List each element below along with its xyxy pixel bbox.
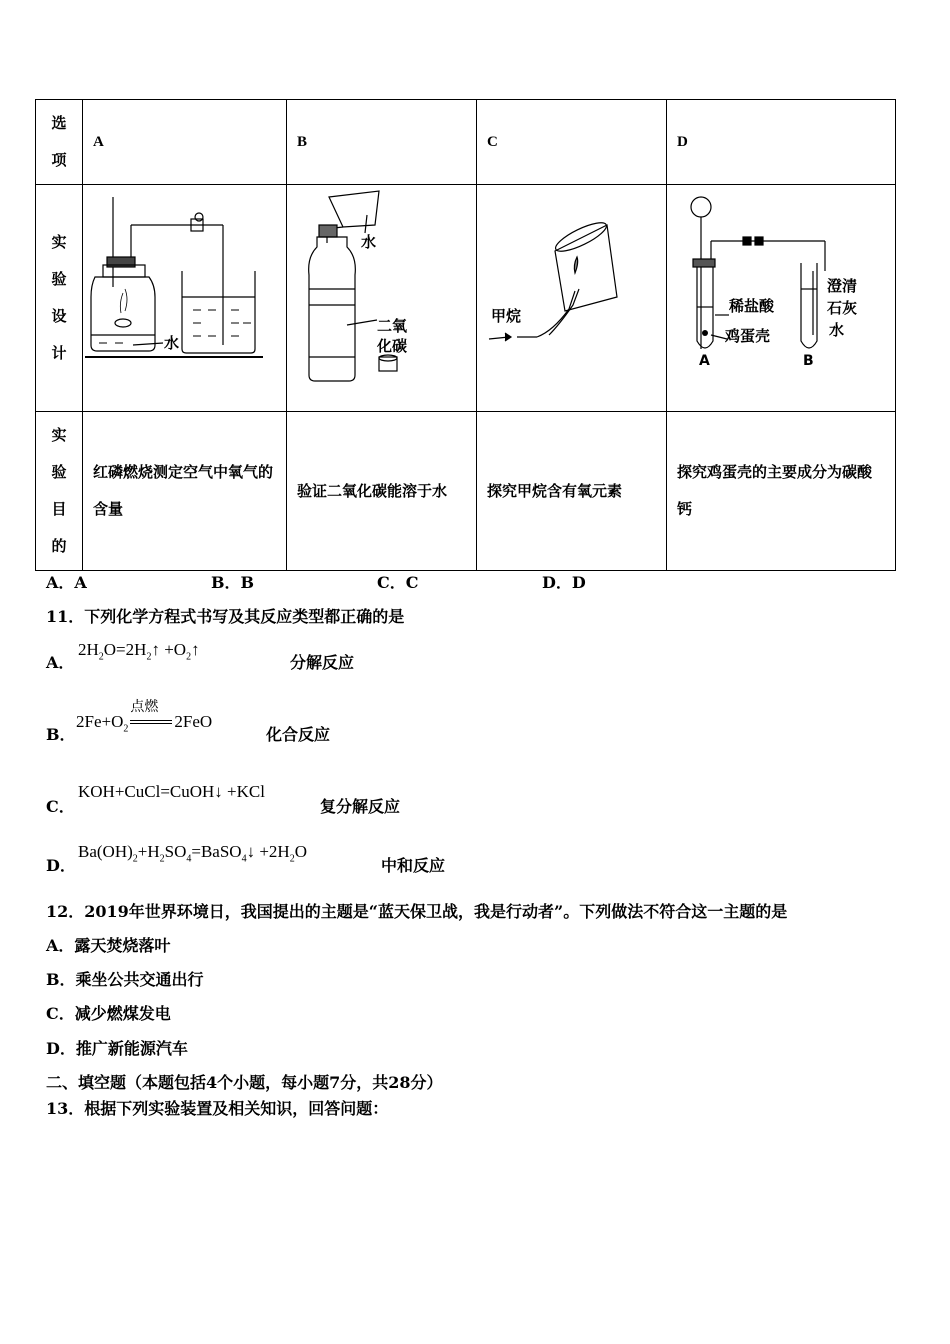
figure-b-co2-label-1: 二氧 xyxy=(377,317,408,335)
q11-option-d-type: 中和反应 xyxy=(381,856,446,875)
q11-option-b-formula: $2Fe+O_2$ 点燃 2FeO xyxy=(76,712,212,734)
q12-option-b: B．乘坐公共交通出行 xyxy=(46,970,204,989)
experiment-table xyxy=(35,99,896,571)
q11-option-c-formula: KOH+CuCl=CuOH↓ +KCl xyxy=(78,782,265,801)
row-header-char: 验 xyxy=(51,270,67,288)
q13-stem: 13．根据下列实验装置及相关知识，回答问题： xyxy=(46,1099,389,1118)
eggshell-apparatus xyxy=(667,185,894,407)
column-label-b: B xyxy=(287,100,477,185)
figure-d-tube-a-label: A xyxy=(699,353,710,369)
q11-option-a-type: 分解反应 xyxy=(290,653,355,672)
q10-option-d: D．D xyxy=(542,573,586,592)
q12-option-c: C．减少燃煤发电 xyxy=(46,1004,171,1023)
figure-d-hcl-label: 稀盐酸 xyxy=(729,297,775,315)
q11-option-b-type: 化合反应 xyxy=(266,725,331,744)
figure-d-limewater-label-1: 澄清 xyxy=(827,277,858,295)
column-label-a: A xyxy=(83,100,287,185)
section-2-heading: 二、填空题（本题包括4个小题，每小题7分，共28分） xyxy=(46,1073,443,1092)
figure-a-water-label: 水 xyxy=(164,334,180,352)
figure-b-water-label: 水 xyxy=(361,233,377,251)
figure-c-cell xyxy=(477,185,667,412)
column-label-d: D xyxy=(667,100,896,185)
q11-option-b-condition: 点燃 xyxy=(130,699,159,716)
q11-option-b-letter: B． xyxy=(46,725,76,744)
red-phosphorus-apparatus xyxy=(83,185,276,407)
column-label-c: C xyxy=(477,100,667,185)
q11-option-c-letter: C． xyxy=(46,797,75,816)
row-header-char: 设 xyxy=(51,307,67,325)
q10-option-a: A．A xyxy=(46,573,87,592)
figure-a-cell xyxy=(83,185,287,412)
figure-d-limewater-label-2: 石灰 xyxy=(827,299,858,317)
figure-d-eggshell-label: 鸡蛋壳 xyxy=(725,327,771,345)
row-header-char: 计 xyxy=(51,344,67,362)
q10-option-c: C．C xyxy=(377,573,419,592)
row-header-char: 验 xyxy=(51,463,67,481)
q10-option-b: B．B xyxy=(211,573,255,592)
q11-stem: 11．下列化学方程式书写及其反应类型都正确的是 xyxy=(46,607,405,626)
purpose-a: 红磷燃烧测定空气中氧气的含量 xyxy=(83,412,287,571)
q12-stem: 12．2019年世界环境日，我国提出的主题是“蓝天保卫战，我是行动者”。下列做法不符合这一主题的是 xyxy=(46,902,788,921)
q11-option-a-letter: A． xyxy=(46,653,75,672)
row-header-design xyxy=(36,185,83,412)
q11-option-d-letter: D． xyxy=(46,856,76,875)
q12-option-a: A．露天焚烧落叶 xyxy=(46,936,171,955)
purpose-c: 探究甲烷含有氧元素 xyxy=(477,412,667,571)
purpose-d: 探究鸡蛋壳的主要成分为碳酸钙 xyxy=(667,412,896,571)
row-header-char: 选 xyxy=(51,114,67,132)
figure-b-co2-label-2: 化碳 xyxy=(377,337,408,355)
co2-bottle-apparatus xyxy=(287,185,466,407)
row-header-char: 的 xyxy=(51,537,67,555)
row-header-char: 实 xyxy=(51,233,67,251)
purpose-b: 验证二氧化碳能溶于水 xyxy=(287,412,477,571)
figure-b-cell xyxy=(287,185,477,412)
row-header-char: 项 xyxy=(51,151,67,169)
methane-beaker-apparatus xyxy=(477,185,656,407)
figure-c-methane-label: 甲烷 xyxy=(491,307,522,325)
q11-option-a-formula: $2H_2O=2H_2↑$ $+O_2↑$ xyxy=(78,640,200,663)
q11-option-c-type: 复分解反应 xyxy=(320,797,401,816)
q11-option-d-formula: $Ba(OH)_2+H_2SO_4=BaSO_4↓ +2H_2O$ xyxy=(78,842,307,865)
q12-option-d: D．推广新能源汽车 xyxy=(46,1039,188,1058)
figure-d-cell xyxy=(667,185,896,412)
figure-d-limewater-label-3: 水 xyxy=(829,321,845,339)
row-header-char: 目 xyxy=(51,500,67,518)
row-header-purpose xyxy=(36,412,83,571)
figure-d-tube-b-label: B xyxy=(803,353,814,369)
row-header-option xyxy=(36,100,83,185)
row-header-char: 实 xyxy=(51,426,67,444)
